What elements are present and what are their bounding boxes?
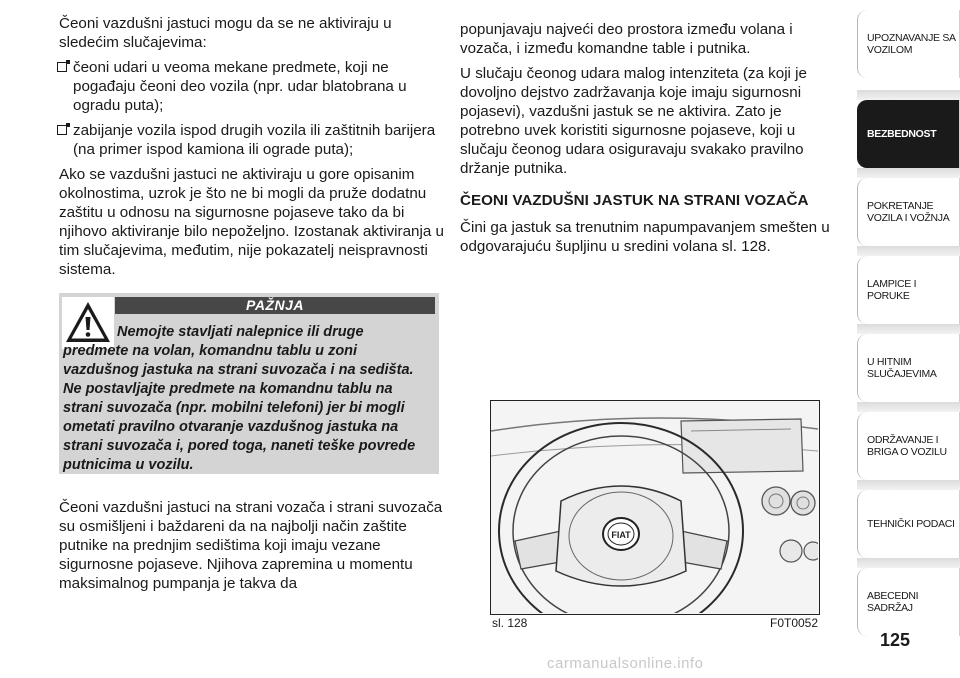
list-item <box>59 58 444 115</box>
list-item-text: čeoni udari u veoma mekane predmete, koji ne pogađaju čeoni deo vozila (npr. udar blatobrana u ogradu puta); <box>73 59 407 114</box>
tab-label: TEHNIČKI PODACI <box>867 518 955 530</box>
tab-label: POKRETANJE VOZILA I VOŽNJA <box>867 200 950 224</box>
list-item <box>59 121 444 159</box>
tab-label: ODRŽAVANJE I BRIGA O VOZILU <box>867 434 947 458</box>
body-paragraph: popunjavaju najveći deo prostora između volana i vozača, i između komandne table i putnika. <box>460 21 793 57</box>
figure-code: F0T0052 <box>770 616 819 630</box>
body-paragraph: Čini ga jastuk sa trenutnim napumpavanjem smešten u odgovarajuću šupljinu u sredini volana sl. 128. <box>460 219 830 255</box>
steering-wheel-figure <box>490 400 820 615</box>
list-item-text: zabijanje vozila ispod drugih vozila ili zaštitnih barijera (na primer ispod kamiona ili ograde puta); <box>73 122 436 158</box>
chapter-tabs <box>857 0 960 678</box>
tab-upoznavanje-sa-vozilom[interactable] <box>857 10 960 78</box>
warning-title: PAŽNJA <box>115 297 435 314</box>
tab-abecedni-sadrzaj[interactable] <box>857 568 960 636</box>
tab-pokretanje-vozila[interactable] <box>857 178 960 246</box>
tab-u-hitnim-slucajevima[interactable] <box>857 334 960 402</box>
tab-divider <box>857 168 960 178</box>
tab-odrzavanje[interactable] <box>857 412 960 480</box>
tab-bezbednost[interactable] <box>857 100 960 168</box>
tab-divider <box>857 90 960 100</box>
tab-divider <box>857 246 960 256</box>
warning-box <box>59 293 439 474</box>
body-paragraph: Ako se vazdušni jastuci ne aktiviraju u gore opisanim okolnostima, uzrok je što ne bi mogli da pruže dodatnu zaštitu u odnosu na sigurnosne pojaseve tako da bi njihovo aktiviranje bilo nepoželjno. Izostanak aktiviranja u tim slučajevima, međutim, nije pokazatelj neispravnosti sistema. <box>59 166 444 278</box>
steering-wheel-illustration <box>491 401 818 613</box>
tab-divider <box>857 558 960 568</box>
warning-text: Nemojte stavljati nalepnice ili druge predmete na volan, komandnu tablu u zoni vazdušnog jastuka na strani suvozača i na sedišta. Ne postavljajte predmete na komandnu tablu na strani suvozača (npr. mobilni telefoni) jer bi mogli ometati pravilno otvaranje vazdušnog jastuka na strani suvozača i, pored toga, naneti teške povrede putnicima u vozilu. <box>63 324 416 473</box>
tab-label: ABECEDNI SADRŽAJ <box>867 590 919 614</box>
tab-label: UPOZNAVANJE SA VOZILOM <box>867 32 956 56</box>
tab-divider <box>857 324 960 334</box>
tab-tehnicki-podaci[interactable] <box>857 490 960 558</box>
page-number: 125 <box>880 630 911 650</box>
figure-label: sl. 128 <box>492 616 528 630</box>
tab-label: LAMPICE I PORUKE <box>867 278 917 302</box>
bottom-left-paragraph-block <box>59 498 444 593</box>
tab-label: U HITNIM SLUČAJEVIMA <box>867 356 937 380</box>
body-paragraph: U slučaju čeonog udara malog intenziteta (za koji je dovoljno dejstvo zadržavanja koje imaju sigurnosni pojasevi), vazdušni jastuk se ne aktivira. Zato je potrebno uvek koristiti sigurnosne pojaseve, koji u slučaju čeonog udara osiguravaju svakako pravilno držanje putnika. <box>460 65 807 177</box>
section-heading: ČEONI VAZDUŠNI JASTUK NA STRANI VOZAČA <box>460 192 809 209</box>
intro-paragraph: Čeoni vazdušni jastuci mogu da se ne aktiviraju u sledećim slučajevima: <box>59 15 392 51</box>
body-paragraph: Čeoni vazdušni jastuci na strani vozača i strani suvozača su osmišljeni i baždareni da na najbolji način zaštite putnike na prednjim sedištima koji imaju vezane sigurnosne pojaseve. Njihova zapremina u momentu maksimalnog pumpanja je takva da <box>59 499 443 592</box>
watermark-text: carmanualsonline.info <box>547 655 704 672</box>
tab-divider <box>857 402 960 412</box>
fiat-emblem-text: FIAT <box>611 530 631 540</box>
tab-divider <box>857 480 960 490</box>
tab-lampice-i-poruke[interactable] <box>857 256 960 324</box>
checkbox-bullet-icon <box>57 125 67 135</box>
checkbox-bullet-icon <box>57 62 67 72</box>
left-column <box>59 14 444 285</box>
tab-label: BEZBEDNOST <box>867 128 937 140</box>
right-column <box>460 20 840 262</box>
